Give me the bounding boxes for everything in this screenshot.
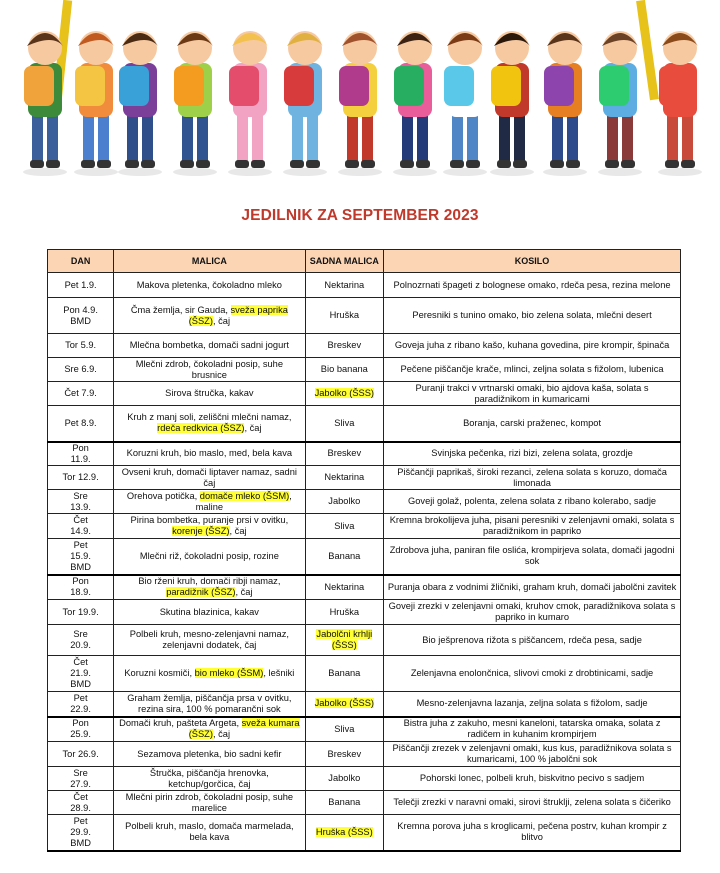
day-cell: Pet 29.9. BMD xyxy=(48,815,114,851)
page-title: JEDILNIK ZA SEPTEMBER 2023 xyxy=(241,207,479,224)
menu-text: Hruška xyxy=(329,606,360,617)
child-figure xyxy=(23,31,67,176)
menu-row xyxy=(48,742,681,767)
sadna-malica-cell xyxy=(305,490,384,514)
highlighted-item: bio mleko (ŠSM) xyxy=(194,668,264,678)
sadna-malica-cell xyxy=(305,406,384,442)
menu-text: Sliva xyxy=(334,520,355,531)
menu-row xyxy=(48,514,681,539)
menu-text: Graham žemlja, piščančja prsa v ovitku, rezina sira, 100 % pomarančni sok xyxy=(127,692,292,714)
highlighted-item: rdeča redkvica (ŠSZ) xyxy=(157,423,245,434)
menu-text: Pirina bombetka, puranje prsi v ovitku, xyxy=(130,515,289,525)
header-kosilo: KOSILO xyxy=(384,250,681,273)
menu-row xyxy=(48,625,681,656)
menu-row xyxy=(48,791,681,815)
sadna-malica-cell xyxy=(305,539,384,575)
menu-row xyxy=(48,273,681,298)
child-figure xyxy=(118,31,162,176)
child-figure xyxy=(74,31,118,176)
kosilo-cell: Boranja, carski praženec, kompot xyxy=(384,406,681,442)
highlighted-item: Jabolko (ŠSS) xyxy=(314,698,375,709)
sadna-malica-cell xyxy=(305,815,384,851)
day-cell: Tor 5.9. xyxy=(48,334,114,358)
menu-table xyxy=(47,249,681,852)
kosilo-cell: Polnozrnati špageti z bolognese omako, rdeča pesa, rezina melone xyxy=(384,273,681,298)
menu-text: , čaj xyxy=(212,729,231,740)
malica-cell xyxy=(114,815,305,851)
child-figure xyxy=(228,31,272,176)
day-cell: Pon 11.9. xyxy=(48,442,114,466)
menu-row xyxy=(48,767,681,791)
day-cell: Pet 1.9. xyxy=(48,273,114,298)
day-cell: Sre 6.9. xyxy=(48,358,114,382)
day-cell: Sre 27.9. xyxy=(48,767,114,791)
kosilo-cell: Goveji golaž, polenta, zelena solata z ribano kolerabo, sadje xyxy=(384,490,681,514)
menu-text: Sirova štručka, kakav xyxy=(165,388,254,398)
menu-text: , čaj xyxy=(229,526,247,536)
malica-cell xyxy=(114,358,305,382)
menu-text: Sezamova pletenka, bio sadni kefir xyxy=(137,748,282,759)
child-figure xyxy=(393,31,437,176)
menu-row xyxy=(48,717,681,742)
day-cell: Sre 13.9. xyxy=(48,490,114,514)
kosilo-cell: Puranja obara z vodnimi žličniki, graham kruh, domači jabolčni zavitek xyxy=(384,575,681,600)
sadna-malica-cell xyxy=(305,742,384,767)
malica-cell xyxy=(114,717,305,742)
malica-cell xyxy=(114,575,305,600)
menu-text: Banana xyxy=(328,550,361,561)
menu-row xyxy=(48,466,681,490)
day-cell: Pon 4.9. BMD xyxy=(48,298,114,334)
children-banner-illustration xyxy=(0,0,720,180)
day-cell: Tor 12.9. xyxy=(48,466,114,490)
menu-row xyxy=(48,406,681,442)
menu-row xyxy=(48,334,681,358)
sadna-malica-cell xyxy=(305,692,384,717)
kosilo-cell: Kremna brokolijeva juha, pisani peresniki v zelenjavni omaki, solata s paradižnikom in papriko xyxy=(384,514,681,539)
malica-cell xyxy=(114,625,305,656)
highlighted-item: korenje (ŠSZ) xyxy=(172,526,230,536)
day-cell: Pon 18.9. xyxy=(48,575,114,600)
menu-text: Skutina blazinica, kakav xyxy=(159,606,259,617)
menu-text: Polbeli kruh, maslo, domača marmelada, bela kava xyxy=(125,821,294,843)
sadna-malica-cell xyxy=(305,625,384,656)
sadna-malica-cell xyxy=(305,382,384,406)
sadna-malica-cell xyxy=(305,358,384,382)
menu-text: Bio banana xyxy=(320,364,368,374)
kosilo-cell: Goveji zrezki v zelenjavni omaki, kruhov cmok, paradižnikova solata s papriko in kumaro xyxy=(384,600,681,625)
day-cell: Tor 19.9. xyxy=(48,600,114,625)
menu-text: Mlečni riž, čokoladni posip, rozine xyxy=(139,550,279,561)
kosilo-cell: Peresniki s tunino omako, bio zelena solata, mlečni desert xyxy=(384,298,681,334)
kosilo-cell: Puranji trakci v vrtnarski omaki, bio ajdova kaša, solata s paradižnikom in kumaricami xyxy=(384,382,681,406)
kosilo-cell: Bistra juha z zakuho, mesni kaneloni, tatarska omaka, solata z radičem in kuhanim krompirjem xyxy=(384,717,681,742)
menu-text: Ovseni kruh, domači liptaver namaz, sadni čaj xyxy=(121,466,297,488)
malica-cell xyxy=(114,514,305,539)
sadna-malica-cell xyxy=(305,442,384,466)
menu-text: Banana xyxy=(328,797,361,807)
header-row xyxy=(48,250,681,273)
malica-cell xyxy=(114,466,305,490)
menu-text: Jabolko xyxy=(328,496,361,506)
child-figure xyxy=(598,31,642,176)
child-figure xyxy=(283,31,327,176)
malica-cell xyxy=(114,742,305,767)
kosilo-cell: Zdrobova juha, paniran file oslića, krompirjeva solata, domači jagodni sok xyxy=(384,539,681,575)
menu-row xyxy=(48,692,681,717)
menu-text: Mlečni zdrob, čokoladni posip, suhe brusnice xyxy=(135,358,283,380)
malica-cell xyxy=(114,382,305,406)
menu-text: Jabolko xyxy=(328,773,361,783)
header-dan: DAN xyxy=(48,250,114,273)
malica-cell xyxy=(114,692,305,717)
day-cell: Tor 26.9. xyxy=(48,742,114,767)
menu-row xyxy=(48,298,681,334)
day-cell: Pet 15.9. BMD xyxy=(48,539,114,575)
menu-text: , čaj xyxy=(212,315,231,326)
sadna-malica-cell xyxy=(305,273,384,298)
malica-cell xyxy=(114,539,305,575)
kosilo-cell: Kremna porova juha s kroglicami, pečena postrv, kuhan krompir z blitvo xyxy=(384,815,681,851)
menu-text: Orehova potička, xyxy=(126,490,200,501)
kosilo-cell: Zelenjavna enolončnica, slivovi cmoki z drobtinicami, sadje xyxy=(384,656,681,692)
kosilo-cell: Pohorski lonec, polbeli kruh, biskvitno pecivo s sadjem xyxy=(384,767,681,791)
menu-text: Banana xyxy=(328,668,361,678)
menu-row xyxy=(48,539,681,575)
child-figure xyxy=(658,31,702,176)
sadna-malica-cell xyxy=(305,334,384,358)
kosilo-cell: Piščančji paprikaš, široki rezanci, zelena solata s koruzo, domača limonada xyxy=(384,466,681,490)
sadna-malica-cell xyxy=(305,791,384,815)
malica-cell xyxy=(114,334,305,358)
menu-text: Makova pletenka, čokoladno mleko xyxy=(136,279,282,290)
menu-text: Nektarina xyxy=(324,472,365,482)
kosilo-cell: Piščančji zrezek v zelenjavni omaki, kus kus, paradižnikova solata s kumaricami, 100 % jabolčni sok xyxy=(384,742,681,767)
highlighted-item: sveža kumara (ŠSZ) xyxy=(188,718,300,740)
day-cell: Čet 28.9. xyxy=(48,791,114,815)
kosilo-cell: Bio ješprenova rižota s piščancem, rdeča pesa, sadje xyxy=(384,625,681,656)
menu-text: Domači kruh, pašteta Argeta, xyxy=(119,718,242,729)
menu-text: Koruzni kosmiči, xyxy=(124,668,195,678)
menu-row xyxy=(48,656,681,692)
kosilo-cell: Pečene piščančje krače, mlinci, zeljna solata s fižolom, lubenica xyxy=(384,358,681,382)
menu-row xyxy=(48,382,681,406)
child-figure xyxy=(173,31,217,176)
malica-cell xyxy=(114,791,305,815)
day-cell: Sre 20.9. xyxy=(48,625,114,656)
malica-cell xyxy=(114,656,305,692)
malica-cell xyxy=(114,298,305,334)
highlighted-item: Jabolčni krhlji (ŠSS) xyxy=(316,629,373,650)
kosilo-cell: Telečji zrezki v naravni omaki, sirovi štruklji, zelena solata s čičeriko xyxy=(384,791,681,815)
menu-text: Čma žemlja, sir Gauda, xyxy=(130,304,231,315)
day-cell: Čet 14.9. xyxy=(48,514,114,539)
day-cell: Čet 7.9. xyxy=(48,382,114,406)
menu-text: Mlečna bombetka, domači sadni jogurt xyxy=(129,340,289,350)
menu-text: Polbeli kruh, mesno-zelenjavni namaz, zelenjavni dodatek, čaj xyxy=(129,629,289,650)
malica-cell xyxy=(114,600,305,625)
menu-text: , maline xyxy=(195,490,292,512)
sadna-malica-cell xyxy=(305,575,384,600)
menu-row xyxy=(48,358,681,382)
sadna-malica-cell xyxy=(305,466,384,490)
sadna-malica-cell xyxy=(305,717,384,742)
child-figure xyxy=(490,31,534,176)
kosilo-cell: Svinjska pečenka, rizi bizi, zelena solata, grozdje xyxy=(384,442,681,466)
malica-cell xyxy=(114,273,305,298)
sadna-malica-cell xyxy=(305,767,384,791)
menu-row xyxy=(48,575,681,600)
header-malica: MALICA xyxy=(114,250,305,273)
menu-text: , čaj xyxy=(244,423,262,434)
malica-cell xyxy=(114,442,305,466)
menu-text: Breskev xyxy=(327,340,362,350)
kosilo-cell: Goveja juha z ribano kašo, kuhana govedina, pire krompir, špinača xyxy=(384,334,681,358)
malica-cell xyxy=(114,767,305,791)
menu-text: Štručka, piščančja hrenovka, ketchup/gorčica, čaj xyxy=(149,767,269,789)
day-cell: Čet 21.9. BMD xyxy=(48,656,114,692)
sadna-malica-cell xyxy=(305,514,384,539)
menu-text: , čaj xyxy=(235,587,253,598)
menu-text: Mlečni pirin zdrob, čokoladni posip, suhe marelice xyxy=(125,791,294,813)
day-cell: Pet 22.9. xyxy=(48,692,114,717)
kosilo-cell: Mesno-zelenjavna lazanja, zeljna solata s fižolom, sadje xyxy=(384,692,681,717)
menu-text: Kruh z manj soli, zeliščni mlečni namaz, xyxy=(127,412,292,423)
menu-text: Sliva xyxy=(334,723,355,734)
menu-text: Hruška xyxy=(329,310,360,320)
highlighted-item: sveža paprika (ŠSZ) xyxy=(188,304,288,326)
menu-text: Nektarina xyxy=(324,279,365,290)
menu-row xyxy=(48,490,681,514)
sadna-malica-cell xyxy=(305,298,384,334)
malica-cell xyxy=(114,406,305,442)
day-cell: Pon 25.9. xyxy=(48,717,114,742)
header-sadna-malica: SADNA MALICA xyxy=(305,250,384,273)
menu-text: Breskev xyxy=(327,448,362,459)
day-cell: Pet 8.9. xyxy=(48,406,114,442)
sadna-malica-cell xyxy=(305,600,384,625)
menu-text: Koruzni kruh, bio maslo, med, bela kava xyxy=(126,448,293,459)
child-figure xyxy=(543,31,587,176)
menu-row xyxy=(48,815,681,851)
child-figure xyxy=(338,31,382,176)
malica-cell xyxy=(114,490,305,514)
menu-row xyxy=(48,442,681,466)
menu-text: , lešniki xyxy=(263,668,295,678)
highlighted-item: paradižnik (ŠSZ) xyxy=(166,587,236,598)
menu-text: Sliva xyxy=(334,417,355,428)
highlighted-item: Jabolko (ŠSS) xyxy=(314,388,375,398)
sadna-malica-cell xyxy=(305,656,384,692)
menu-text: Bio rženi kruh, domači ribji namaz, xyxy=(138,576,281,587)
highlighted-item: domače mleko (ŠSM) xyxy=(199,490,290,501)
menu-body xyxy=(48,273,681,851)
highlighted-item: Hruška (ŠSS) xyxy=(315,826,373,837)
child-figure xyxy=(443,31,487,176)
menu-row xyxy=(48,600,681,625)
menu-text: Nektarina xyxy=(324,581,365,592)
menu-text: Breskev xyxy=(327,748,362,759)
